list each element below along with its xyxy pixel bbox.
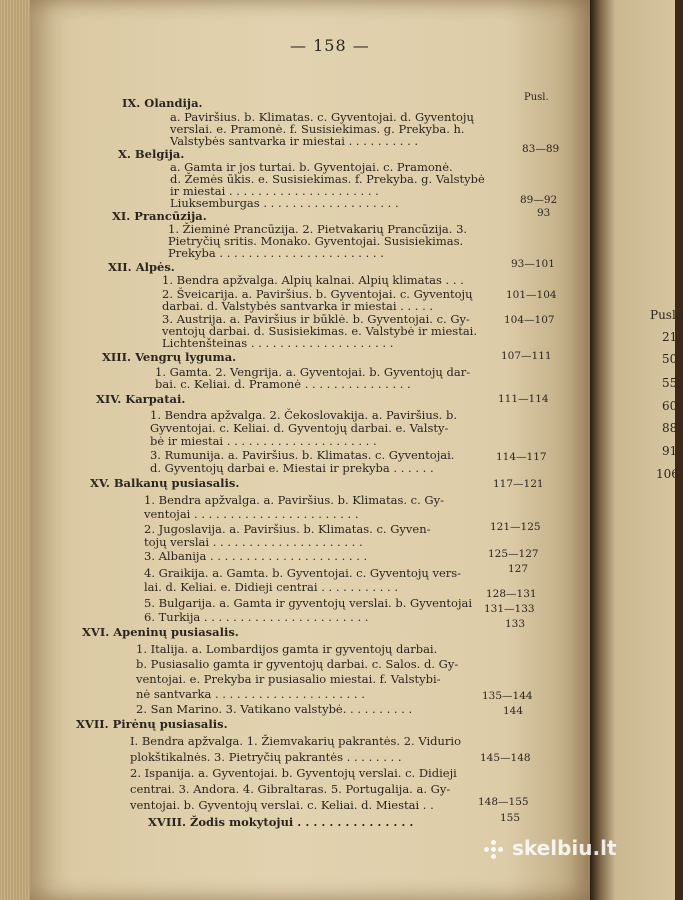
section-heading: XIII. Vengrų lyguma. [102, 350, 237, 364]
toc-line: 3. Rumunija. a. Paviršius. b. Klimatas. c. Gyventojai. [150, 448, 455, 462]
page-ref: 128—131 [486, 588, 537, 600]
toc-line: nė santvarka . . . . . . . . . . . . . . . . . . . . . [136, 687, 365, 701]
page-ref: 121—125 [490, 521, 541, 533]
toc-line: plokštikalnės. 3. Pietryčių pakrantės . . . . . . . . [130, 750, 402, 764]
watermark-logo-icon [484, 840, 508, 860]
toc-line: ventojai . . . . . . . . . . . . . . . . . . . . . . . [144, 507, 359, 521]
toc-line: verslai. e. Pramonė. f. Susisiekimas. g. Prekyba. h. [170, 122, 465, 136]
facing-page-number: 106 [656, 467, 679, 481]
toc-line: 2. San Marino. 3. Vatikano valstybė. . . . . . . . . . [136, 702, 413, 716]
page-ref: 93—101 [511, 258, 555, 270]
toc-line: ir miestai . . . . . . . . . . . . . . . . . . . . . [170, 184, 379, 198]
facing-page-number: 55 [662, 376, 678, 390]
toc-line: 6. Turkija . . . . . . . . . . . . . . . . . . . . . . . [144, 610, 369, 624]
toc-line: darbai. d. Valstybės santvarka ir miestai . . . . . [162, 299, 434, 313]
page-ref: 125—127 [488, 548, 539, 560]
toc-line: lai. d. Keliai. e. Didieji centrai . . . . . . . . . . . [144, 580, 398, 594]
page-ref: 155 [500, 812, 521, 824]
toc-line: ventojų darbai. d. Susisiekimas. e. Valstybė ir miestai. [162, 324, 478, 338]
section-heading: XII. Alpės. [108, 260, 175, 274]
toc-line: Prekyba . . . . . . . . . . . . . . . . . . . . . . . [168, 246, 384, 260]
section-heading: XVII. Pirėnų pusiasalis. [76, 717, 228, 731]
toc-line: b. Pusiasalio gamta ir gyventojų darbai. c. Salos. d. Gy- [136, 657, 459, 671]
toc-line: 1. Italija. a. Lombardijos gamta ir gyventojų darbai. [136, 642, 438, 656]
toc-line: 1. Bendra apžvalga. a. Paviršius. b. Klimatas. c. Gy- [144, 493, 445, 507]
watermark: skelbiu.lt [512, 836, 617, 860]
toc-line: centrai. 3. Andora. 4. Gibraltaras. 5. Portugalija. a. Gy- [130, 782, 451, 796]
page-ref: 144 [503, 705, 524, 717]
toc-line: d. Gyventojų darbai e. Miestai ir prekyba . . . . . . [150, 461, 434, 475]
page-ref: 145—148 [480, 752, 531, 764]
toc-line: Pietryčių sritis. Monako. Gyventojai. Susisiekimas. [168, 234, 464, 248]
toc-line: bai. c. Keliai. d. Pramonė . . . . . . . . . . . . . . . [155, 377, 411, 391]
toc-line: 1. Žieminė Prancūzija. 2. Pietvakarių Prancūzija. 3. [168, 222, 468, 236]
toc-line: 2. Šveicarija. a. Paviršius. b. Gyventojai. c. Gyventojų [162, 287, 473, 301]
page-ref: 83—89 [522, 143, 560, 155]
section-heading: IX. Olandija. [122, 96, 203, 110]
toc-line: a. Paviršius. b. Klimatas. c. Gyventojai. d. Gyventojų [170, 110, 474, 124]
page-ref: 111—114 [498, 393, 549, 405]
toc-line: 4. Graikija. a. Gamta. b. Gyventojai. c. Gyventojų vers- [144, 566, 462, 580]
facing-page-label: Pusla [650, 308, 683, 322]
page-ref: 104—107 [504, 314, 555, 326]
section-heading: XIV. Karpatai. [96, 392, 186, 406]
page-ref: 101—104 [506, 289, 557, 301]
page-stack-edge [0, 0, 30, 900]
toc-line: 2. Jugoslavija. a. Paviršius. b. Klimatas. c. Gyven- [144, 522, 431, 536]
page-ref: 114—117 [496, 451, 547, 463]
toc-line: 2. Ispanija. a. Gyventojai. b. Gyventojų verslai. c. Didieji [130, 766, 457, 780]
section-heading: XV. Balkanų pusiasalis. [90, 476, 240, 490]
page-number: — 158 — [290, 36, 370, 55]
toc-line: 1. Bendra apžvalga. Alpių kalnai. Alpių klimatas . . . [162, 273, 464, 287]
toc-line: a. Gamta ir jos turtai. b. Gyventojai. c. Pramonė. [170, 160, 453, 174]
toc-line: 1. Bendra apžvalga. 2. Čekoslovakija. a. Paviršius. b. [150, 408, 457, 422]
page-ref: 135—144 [482, 690, 533, 702]
toc-line: d. Žemės ūkis. e. Susisiekimas. f. Prekyba. g. Valstybė [170, 172, 485, 186]
facing-page-number: 91 [662, 444, 678, 458]
facing-page-number: 50 [662, 352, 678, 366]
toc-line: Gyventojai. c. Keliai. d. Gyventojų darbai. e. Valsty- [150, 421, 449, 435]
page-ref: 148—155 [478, 796, 529, 808]
page-ref: 117—121 [493, 478, 544, 490]
section-heading: XI. Prancūzija. [112, 209, 207, 223]
section-heading: XVI. Apeninų pusiasalis. [82, 625, 239, 639]
page-ref: 133 [505, 618, 526, 630]
page-ref: 89—92 [520, 194, 558, 206]
toc-line: Valstybės santvarka ir miestai . . . . . . . . . . [170, 134, 419, 148]
toc-line: Liuksemburgas . . . . . . . . . . . . . . . . . . . [170, 196, 399, 210]
facing-page-number: 60 [662, 399, 678, 413]
toc-line: 3. Austrija. a. Paviršius ir būklė. b. Gyventojai. c. Gy- [162, 312, 470, 326]
section-heading: X. Belgija. [118, 147, 185, 161]
facing-page-number: 21 [662, 330, 678, 344]
section-heading: XVIII. Žodis mokytojui . . . . . . . . . . . . . . . [148, 815, 414, 829]
toc-line: Lichtenšteinas . . . . . . . . . . . . . . . . . . . . [162, 336, 394, 350]
toc-line: ventojai. b. Gyventojų verslai. c. Keliai. d. Miestai . . [130, 798, 434, 812]
page-ref: 131—133 [484, 603, 535, 615]
toc-line: 5. Bulgarija. a. Gamta ir gyventojų verslai. b. Gyventojai [144, 596, 473, 610]
page-column-label: Pusl. [524, 92, 549, 103]
page-ref: 127 [508, 563, 529, 575]
page-ref: 107—111 [501, 350, 552, 362]
toc-line: 1. Gamta. 2. Vengrija. a. Gyventojai. b. Gyventojų dar- [155, 365, 471, 379]
toc-line: I. Bendra apžvalga. 1. Žiemvakarių pakrantės. 2. Vidurio [130, 734, 462, 748]
toc-line: ventojai. e. Prekyba ir pusiasalio miestai. f. Valstybi- [136, 672, 441, 686]
toc-line: bė ir miestai . . . . . . . . . . . . . . . . . . . . . [150, 434, 377, 448]
toc-line: 3. Albanija . . . . . . . . . . . . . . . . . . . . . . [144, 549, 368, 563]
facing-page-number: 88 [662, 421, 678, 435]
toc-line: tojų verslai . . . . . . . . . . . . . . . . . . . . . [144, 535, 363, 549]
page-ref: 93 [537, 207, 551, 219]
